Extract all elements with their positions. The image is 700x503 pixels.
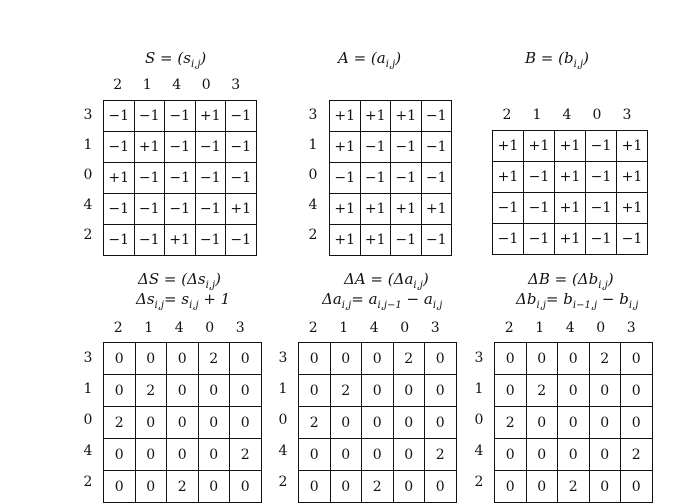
row-label: 3 <box>474 349 484 366</box>
column-label: 3 <box>231 77 241 93</box>
matrix-cell: +1 <box>134 132 165 163</box>
delta-s-formula: $\Delta s_{i,j}= s_{i,j} + 1$ <box>136 290 231 311</box>
matrix-cell: +1 <box>330 194 361 225</box>
matrix-row <box>299 375 457 407</box>
row-label: 4 <box>83 442 93 459</box>
row-label: 4 <box>278 442 288 459</box>
delta-a-grid <box>298 342 457 503</box>
matrix-row <box>104 407 262 439</box>
matrix-b-grid <box>492 130 648 255</box>
matrix-row <box>104 471 262 503</box>
matrix-cell: +1 <box>195 101 226 132</box>
matrix-cell: 0 <box>299 439 331 471</box>
matrix-a-title: $A = (a_{i,j})$ <box>338 49 402 70</box>
row-label: 2 <box>83 473 93 490</box>
matrix-row <box>330 101 452 132</box>
matrix-row <box>104 375 262 407</box>
matrix-cell: 0 <box>495 471 527 503</box>
row-label: 0 <box>83 167 93 183</box>
matrix-cell: 2 <box>393 343 425 375</box>
matrix-cell: 0 <box>330 439 362 471</box>
matrix-cell: +1 <box>617 131 648 162</box>
matrix-row <box>493 224 648 255</box>
matrix-row <box>493 162 648 193</box>
matrix-row <box>330 132 452 163</box>
matrix-row <box>104 101 257 132</box>
matrix-cell: −1 <box>586 162 617 193</box>
matrix-cell: −1 <box>165 132 196 163</box>
matrix-cell: 0 <box>393 471 425 503</box>
column-label: 0 <box>592 107 602 123</box>
matrix-cell: 2 <box>621 439 653 471</box>
matrix-cell: −1 <box>586 131 617 162</box>
matrix-cell: +1 <box>617 193 648 224</box>
row-label: 2 <box>278 473 288 490</box>
matrix-cell: +1 <box>555 131 586 162</box>
matrix-cell: 0 <box>558 439 590 471</box>
matrix-cell: 2 <box>330 375 362 407</box>
matrix-cell: −1 <box>195 132 226 163</box>
matrix-cell: +1 <box>360 225 391 256</box>
matrix-cell: 0 <box>104 439 136 471</box>
matrix-cell: 2 <box>299 407 331 439</box>
matrix-cell: 0 <box>330 343 362 375</box>
matrix-cell: −1 <box>134 225 165 256</box>
matrix-cell: +1 <box>330 132 361 163</box>
row-label: 1 <box>83 137 93 153</box>
matrix-cell: −1 <box>360 132 391 163</box>
matrix-cell: −1 <box>391 225 422 256</box>
matrix-cell: −1 <box>421 101 452 132</box>
row-label: 0 <box>308 167 318 183</box>
matrix-cell: 0 <box>526 439 558 471</box>
delta-a-title: $\Delta A = (\Delta a_{i,j})$ <box>344 270 429 291</box>
column-label: 2 <box>504 320 514 336</box>
matrix-row <box>495 375 653 407</box>
column-label: 2 <box>113 320 123 336</box>
matrix-cell: 0 <box>495 375 527 407</box>
matrix-cell: 2 <box>167 471 199 503</box>
row-label: 0 <box>474 411 484 428</box>
matrix-row <box>493 131 648 162</box>
column-label: 3 <box>622 107 632 123</box>
matrix-cell: 0 <box>589 375 621 407</box>
delta-b-grid <box>494 342 653 503</box>
column-label: 4 <box>562 107 572 123</box>
column-label: 1 <box>532 107 542 123</box>
column-label: 0 <box>400 320 410 336</box>
matrix-row <box>495 471 653 503</box>
delta-a-formula: $\Delta a_{i,j}= a_{i,j-1} - a_{i,j}$ <box>322 290 443 311</box>
matrix-cell: 0 <box>589 439 621 471</box>
matrix-cell: −1 <box>195 163 226 194</box>
matrix-cell: 2 <box>104 407 136 439</box>
matrix-cell: 0 <box>135 471 167 503</box>
matrix-cell: 0 <box>621 375 653 407</box>
matrix-cell: −1 <box>360 163 391 194</box>
matrix-cell: −1 <box>104 225 135 256</box>
matrix-cell: 0 <box>299 343 331 375</box>
row-label: 3 <box>83 349 93 366</box>
matrix-cell: −1 <box>617 224 648 255</box>
matrix-cell: 0 <box>104 375 136 407</box>
matrix-row <box>330 225 452 256</box>
row-label: 0 <box>83 411 93 428</box>
column-label: 2 <box>113 77 123 93</box>
matrix-cell: −1 <box>493 193 524 224</box>
matrix-cell: +1 <box>226 194 257 225</box>
column-label: 1 <box>142 77 152 93</box>
row-label: 2 <box>83 227 93 243</box>
matrix-cell: 2 <box>526 375 558 407</box>
matrix-cell: 0 <box>558 407 590 439</box>
matrix-cell: −1 <box>493 224 524 255</box>
matrix-cell: −1 <box>524 162 555 193</box>
matrix-cell: 0 <box>558 343 590 375</box>
matrix-s-title: $S = (s_{i,j})$ <box>145 49 207 70</box>
matrix-cell: −1 <box>104 194 135 225</box>
column-label: 4 <box>172 77 182 93</box>
row-label: 0 <box>278 411 288 428</box>
matrix-cell: 0 <box>104 343 136 375</box>
matrix-a-grid <box>329 100 452 256</box>
column-label: 1 <box>144 320 154 336</box>
matrix-cell: +1 <box>493 131 524 162</box>
matrix-cell: +1 <box>391 194 422 225</box>
column-label: 3 <box>235 320 245 336</box>
column-label: 4 <box>174 320 184 336</box>
matrix-cell: −1 <box>421 132 452 163</box>
matrix-b-title: $B = (b_{i,j})$ <box>525 49 589 70</box>
matrix-cell: 2 <box>495 407 527 439</box>
matrix-cell: 0 <box>589 471 621 503</box>
matrix-row <box>495 407 653 439</box>
matrix-cell: −1 <box>586 224 617 255</box>
delta-b-title: $\Delta B = (\Delta b_{i,j})$ <box>528 270 614 291</box>
matrix-cell: −1 <box>134 194 165 225</box>
matrix-cell: 2 <box>230 439 262 471</box>
matrix-row <box>495 439 653 471</box>
matrix-cell: 0 <box>299 375 331 407</box>
matrix-s-grid <box>103 100 257 256</box>
row-label: 4 <box>474 442 484 459</box>
matrix-cell: −1 <box>195 194 226 225</box>
matrix-cell: +1 <box>555 224 586 255</box>
matrix-cell: −1 <box>330 163 361 194</box>
row-label: 2 <box>308 227 318 243</box>
matrix-cell: 0 <box>362 439 394 471</box>
matrix-cell: 0 <box>167 375 199 407</box>
matrix-cell: 0 <box>230 343 262 375</box>
matrix-cell: −1 <box>226 225 257 256</box>
row-label: 1 <box>308 137 318 153</box>
matrix-cell: +1 <box>360 101 391 132</box>
matrix-cell: −1 <box>391 132 422 163</box>
column-label: 4 <box>369 320 379 336</box>
matrix-cell: 0 <box>558 375 590 407</box>
row-label: 3 <box>308 107 318 123</box>
matrix-cell: 0 <box>167 439 199 471</box>
matrix-cell: 2 <box>198 343 230 375</box>
matrix-cell: −1 <box>104 132 135 163</box>
matrix-cell: 2 <box>558 471 590 503</box>
row-label: 1 <box>83 380 93 397</box>
matrix-cell: 0 <box>526 471 558 503</box>
matrix-cell: 0 <box>167 407 199 439</box>
matrix-cell: 0 <box>198 471 230 503</box>
matrix-cell: 0 <box>104 471 136 503</box>
matrix-cell: 0 <box>198 439 230 471</box>
matrix-cell: −1 <box>524 193 555 224</box>
matrix-cell: +1 <box>360 194 391 225</box>
matrix-row <box>299 343 457 375</box>
row-label: 3 <box>83 107 93 123</box>
matrix-cell: −1 <box>226 101 257 132</box>
delta-b-formula: $\Delta b_{i,j}= b_{i-1,j} - b_{i,j}$ <box>516 290 639 311</box>
matrix-cell: −1 <box>195 225 226 256</box>
matrix-cell: +1 <box>421 194 452 225</box>
matrix-cell: 0 <box>526 343 558 375</box>
matrix-cell: 0 <box>230 375 262 407</box>
matrix-row <box>495 343 653 375</box>
matrix-cell: 0 <box>330 407 362 439</box>
column-label: 0 <box>205 320 215 336</box>
matrix-cell: −1 <box>586 193 617 224</box>
matrix-cell: 0 <box>135 343 167 375</box>
row-label: 1 <box>278 380 288 397</box>
row-label: 4 <box>83 197 93 213</box>
matrix-cell: +1 <box>330 101 361 132</box>
column-label: 0 <box>201 77 211 93</box>
column-label: 3 <box>430 320 440 336</box>
matrix-cell: 0 <box>135 439 167 471</box>
column-label: 2 <box>502 107 512 123</box>
matrix-cell: +1 <box>555 162 586 193</box>
matrix-cell: 2 <box>135 375 167 407</box>
matrix-cell: 2 <box>362 471 394 503</box>
matrix-cell: −1 <box>165 194 196 225</box>
matrix-cell: 0 <box>362 407 394 439</box>
matrix-cell: −1 <box>524 224 555 255</box>
matrix-cell: +1 <box>330 225 361 256</box>
delta-s-title: $\Delta S = (\Delta s_{i,j})$ <box>138 270 221 291</box>
matrix-cell: 0 <box>526 407 558 439</box>
matrix-cell: 0 <box>425 343 457 375</box>
matrix-cell: −1 <box>226 132 257 163</box>
matrix-row <box>104 225 257 256</box>
matrix-row <box>104 163 257 194</box>
matrix-cell: 0 <box>393 375 425 407</box>
row-label: 3 <box>278 349 288 366</box>
matrix-cell: −1 <box>165 163 196 194</box>
matrix-cell: −1 <box>391 163 422 194</box>
matrix-cell: +1 <box>524 131 555 162</box>
matrix-row <box>104 343 262 375</box>
matrix-row <box>330 163 452 194</box>
column-label: 4 <box>565 320 575 336</box>
matrix-cell: +1 <box>104 163 135 194</box>
column-label: 2 <box>308 320 318 336</box>
matrix-row <box>299 471 457 503</box>
matrix-cell: 0 <box>621 343 653 375</box>
matrix-cell: 0 <box>135 407 167 439</box>
matrix-cell: +1 <box>165 225 196 256</box>
matrix-cell: 0 <box>330 471 362 503</box>
matrix-cell: 0 <box>425 471 457 503</box>
matrix-cell: 2 <box>425 439 457 471</box>
matrix-cell: 0 <box>621 471 653 503</box>
column-label: 1 <box>535 320 545 336</box>
matrix-row <box>493 193 648 224</box>
matrix-cell: 0 <box>198 407 230 439</box>
delta-s-grid <box>103 342 262 503</box>
matrix-cell: 0 <box>198 375 230 407</box>
matrix-cell: 0 <box>167 343 199 375</box>
matrix-cell: −1 <box>165 101 196 132</box>
row-label: 2 <box>474 473 484 490</box>
matrix-cell: +1 <box>391 101 422 132</box>
matrix-cell: 0 <box>230 471 262 503</box>
matrix-cell: −1 <box>134 163 165 194</box>
matrix-cell: 0 <box>495 343 527 375</box>
matrix-cell: 0 <box>495 439 527 471</box>
matrix-cell: 0 <box>393 407 425 439</box>
matrix-cell: 0 <box>589 407 621 439</box>
matrix-cell: 0 <box>362 343 394 375</box>
matrix-cell: 0 <box>425 375 457 407</box>
matrix-cell: −1 <box>421 163 452 194</box>
row-label: 4 <box>308 197 318 213</box>
matrix-cell: −1 <box>226 163 257 194</box>
column-label: 1 <box>339 320 349 336</box>
matrix-cell: −1 <box>104 101 135 132</box>
matrix-cell: 2 <box>589 343 621 375</box>
column-label: 0 <box>596 320 606 336</box>
matrix-cell: 0 <box>230 407 262 439</box>
matrix-row <box>104 439 262 471</box>
matrix-cell: +1 <box>617 162 648 193</box>
matrix-cell: 0 <box>425 407 457 439</box>
matrix-cell: +1 <box>555 193 586 224</box>
matrix-row <box>330 194 452 225</box>
matrix-cell: −1 <box>134 101 165 132</box>
matrix-cell: −1 <box>421 225 452 256</box>
column-label: 3 <box>626 320 636 336</box>
matrix-cell: 0 <box>393 439 425 471</box>
matrix-cell: 0 <box>621 407 653 439</box>
matrix-cell: 0 <box>299 471 331 503</box>
row-label: 1 <box>474 380 484 397</box>
matrix-cell: 0 <box>362 375 394 407</box>
matrix-row <box>299 407 457 439</box>
matrix-row <box>104 194 257 225</box>
matrix-row <box>299 439 457 471</box>
matrix-row <box>104 132 257 163</box>
matrix-cell: +1 <box>493 162 524 193</box>
